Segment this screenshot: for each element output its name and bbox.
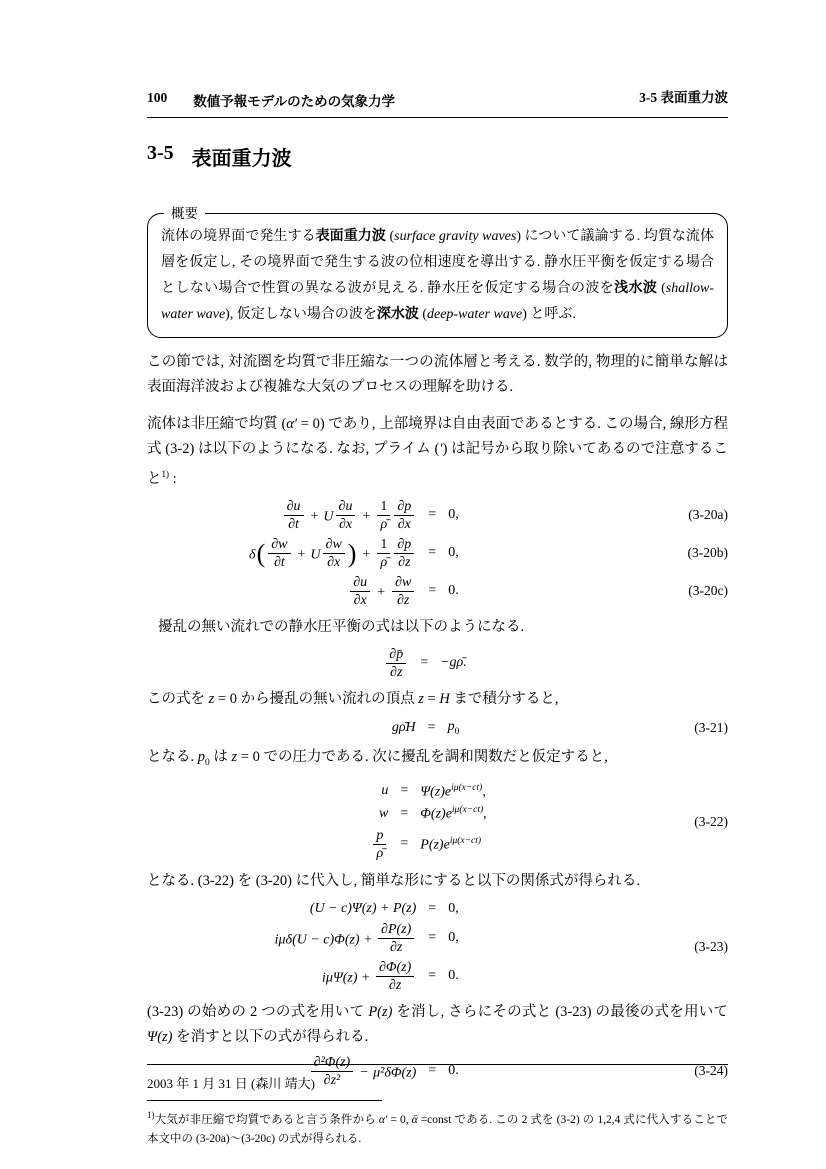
eq-hydro-equals: = bbox=[420, 655, 429, 671]
equation-3-21 bbox=[147, 719, 728, 737]
paragraph-integrate: この式を z = 0 から擾乱の無い流れの頂点 z = H まで積分すると, bbox=[147, 690, 559, 707]
eq-hydro-rhs: −gρ̄. bbox=[440, 655, 467, 671]
paragraph-hydrostatic: 擾乱の無い流れでの静水圧平衡の式は以下のようになる. bbox=[158, 618, 525, 635]
eq-3-20a-number: (3-20a) bbox=[688, 507, 728, 523]
eq-3-23-row1-lhs: (U − c)Ψ(z) + P(z) bbox=[309, 900, 417, 916]
paragraph-harmonic: となる. $p_0$ は z = 0 での圧力である. 次に擾乱を調和関数だと仮定すると, bbox=[147, 748, 608, 768]
eq-3-22-row3-equals: = bbox=[400, 836, 409, 852]
eq-3-20b-number: (3-20b) bbox=[687, 545, 728, 561]
header-left bbox=[147, 90, 395, 110]
page-number: 100 bbox=[147, 90, 168, 105]
eq-3-22-row1-equals: = bbox=[400, 783, 409, 799]
eq-3-21-lhs: gρ̄H bbox=[391, 719, 416, 735]
eq-hydro-lhs: $\frac{\partial p̄}{\partial z}$ bbox=[384, 647, 408, 680]
eq-3-21-number: (3-21) bbox=[694, 719, 728, 735]
section-number: 3-5 bbox=[147, 142, 174, 164]
abstract-label: 概要 bbox=[164, 204, 205, 223]
eq-3-20b-equals: = bbox=[428, 545, 437, 561]
eq-3-20b-rhs: 0, bbox=[448, 545, 459, 561]
eq-3-24-equals: = bbox=[428, 1063, 437, 1079]
section-title-text: 表面重力波 bbox=[191, 148, 292, 170]
eq-3-23-row1-equals: = bbox=[428, 900, 437, 916]
eq-3-23-number: (3-23) bbox=[694, 938, 728, 954]
eq-3-22-row3-lhs: $\frac{p}{\rhō}$ bbox=[371, 828, 388, 861]
footnote-text: $^{1)}$大気が非圧縮で均質であると言う条件から α′ = 0, ᾱ =const である. この 2 式を (3-2) の 1,2,4 式に代入することで本文中の (3-20a)〜(3-20c) の式が得られる. bbox=[147, 1109, 728, 1145]
page-header bbox=[147, 86, 728, 118]
abstract-box bbox=[147, 206, 728, 338]
eq-3-22-row1-lhs: u bbox=[381, 783, 389, 799]
eq-3-23-row3-lhs: iμΨ(z) + $\frac{\partial\Phi(z)}{\partial z}$ bbox=[322, 960, 416, 993]
eq-3-22-row1-rhs: $\Psi(z)e^{i\mu(x-ct)}$, bbox=[420, 782, 486, 800]
page-footer bbox=[147, 1064, 728, 1092]
equation-hydrostatic bbox=[147, 647, 728, 680]
paragraph-eliminate: (3-23) の始めの 2 つの式を用いて P(z) を消し, さらにその式と (3-23) の最後の式を用いて Ψ(z) を消すと以下の式が得られる. bbox=[147, 1003, 728, 1045]
footer-date: 2003 年 1 月 31 日 (森川 靖大) bbox=[147, 1076, 315, 1091]
eq-3-24-lhs: $\frac{\text{∂²Φ(z)}}{\text{∂z²}}$ − μ²δΦ(z) bbox=[309, 1055, 417, 1088]
eq-3-22-row2-lhs: w bbox=[379, 806, 389, 821]
equation-group-3-23 bbox=[147, 901, 728, 993]
eq-3-22-row2-equals: = bbox=[400, 806, 409, 821]
eq-3-20a-lhs: $\frac{\partial u}{\partial t}$ + U $\frac{\partial u}{\partial x}$ + $\frac{1}{\rhō}$ $\frac{\partial p}{\partial x}$ bbox=[282, 499, 417, 532]
eq-3-24-number: (3-24) bbox=[694, 1063, 728, 1079]
header-section-ref: 3-5 表面重力波 bbox=[639, 90, 728, 105]
eq-3-20c-rhs: 0. bbox=[448, 583, 459, 599]
footnote-rule bbox=[147, 1100, 382, 1101]
paragraph-substitute: となる. (3-22) を (3-20) に代入し, 簡単な形にすると以下の関係式が得られる. bbox=[147, 872, 640, 889]
book-title: 数値予報モデルのための気象力学 bbox=[193, 94, 396, 109]
eq-3-22-number: (3-22) bbox=[694, 813, 728, 829]
eq-3-23-row3-rhs: 0. bbox=[448, 968, 459, 984]
paragraph-fluid-assumptions: 流体は非圧縮で均質 (α′ = 0) であり, 上部境界は自由表面であるとする. この場合, 線形方程式 (3-2) は以下のようになる. なお, プライム (′) は記号から取り除いてあるので注意すること$^{1)}$ : bbox=[147, 416, 729, 487]
eq-3-20a-rhs: 0, bbox=[448, 507, 459, 523]
abstract-text: 流体の境界面で発生する表面重力波 (surface gravity waves) について議論する. 均質な流体層を仮定し, その境界面で発生する波の位相速度を導出する. 静水圧平衡を仮定する場合としない場合で性質の異なる波が見える. 静水圧を仮定する場合の波を浅水波 (shallow-water wave), 仮定しない場合の波を深水波 (deep-water wave) と呼ぶ. bbox=[161, 229, 715, 322]
eq-3-21-equals: = bbox=[427, 719, 436, 735]
eq-3-24-rhs: 0. bbox=[448, 1063, 459, 1079]
equation-group-3-22 bbox=[147, 783, 728, 861]
equation-group-3-20 bbox=[147, 499, 728, 608]
eq-3-23-row2-rhs: 0, bbox=[448, 930, 459, 946]
paragraph-intro: この節では, 対流圏を均質で非圧縮な一つの流体層と考える. 数学的, 物理的に簡単な解は表面海洋波および複雑な大気のプロセスの理解を助ける. bbox=[147, 354, 728, 395]
eq-3-22-row3-rhs: $P(z)e^{i\mu(x-ct)}$ bbox=[420, 835, 482, 853]
eq-3-21-rhs: $p_0$ bbox=[447, 718, 460, 737]
eq-3-20b-lhs: δ( $\frac{\partial w}{\partial t}$ + U $\frac{\partial w}{\partial x}$ ) + $\frac{1}{\rhō}$ $\frac{\partial p}{\partial z}$ bbox=[249, 537, 416, 570]
eq-3-22-row2-rhs: $\Phi(z)e^{i\mu(x-ct)}$, bbox=[420, 805, 487, 822]
eq-3-20c-lhs: $\frac{\partial u}{\partial x}$ + $\frac{\partial w}{\partial z}$ bbox=[348, 575, 416, 608]
eq-3-20c-equals: = bbox=[428, 583, 437, 599]
eq-3-23-row2-lhs: iμδ(U − c)Φ(z) + $\frac{\partial P(z)}{\partial z}$ bbox=[275, 922, 417, 955]
eq-3-23-row2-equals: = bbox=[428, 930, 437, 946]
eq-3-23-row3-equals: = bbox=[428, 968, 437, 984]
eq-3-20a-equals: = bbox=[428, 507, 437, 523]
eq-3-20c-number: (3-20c) bbox=[688, 583, 728, 599]
section-title bbox=[147, 142, 728, 171]
eq-3-23-row1-rhs: 0, bbox=[448, 900, 459, 916]
